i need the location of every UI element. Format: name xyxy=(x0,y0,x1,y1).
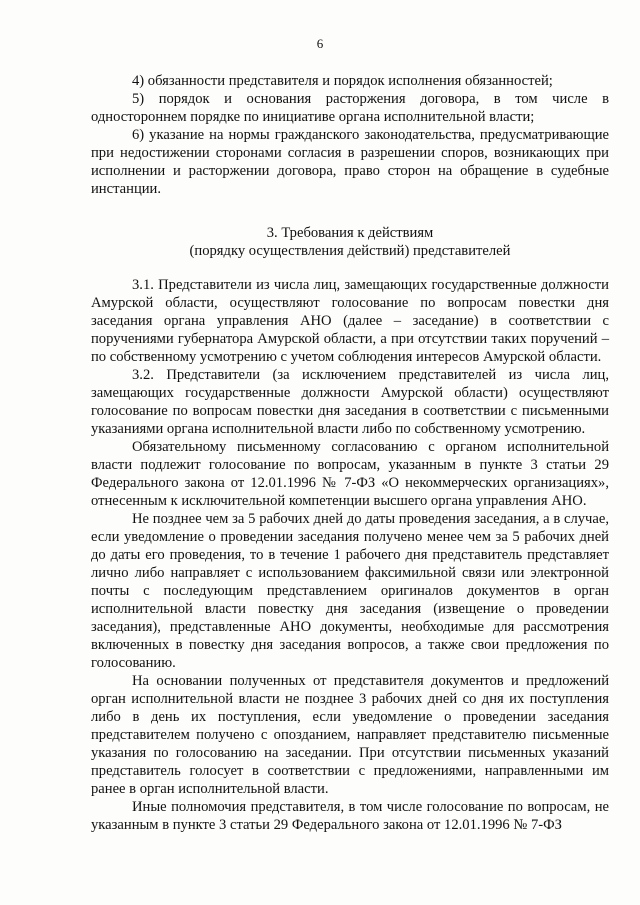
paragraph: На основании полученных от представителя документов и предложений орган исполнительной власти не позднее 3 рабочих дней со дня их поступления либо в день их поступления, если уведомление о проведении заседания представителем получено с опозданием, направляет представителю письменные указания по голосованию на заседании. При отсутствии письменных указаний представитель голосует в соответствии с предложениями, направленными им ранее в орган исполнительной власти. xyxy=(91,673,609,797)
list-item: 4) обязанности представителя и порядок исполнения обязанностей; xyxy=(132,73,553,89)
paragraph: Обязательному письменному согласованию с органом исполнительной власти подлежит голосование по вопросам, указанным в пункте 3 статьи 29 Федерального закона от 12.01.1996 № 7-ФЗ «О некоммерческих организациях», отнесенным к исключительной компетенции высшего органа управления АНО. xyxy=(91,439,609,509)
paragraph: Не позднее чем за 5 рабочих дней до даты проведения заседания, а в случае, если уведомление о проведении заседания получено менее чем за 5 рабочих дней до даты его проведения, то в течение 1 рабочего дня представитель представляет лично либо направляет с использованием факсимильной связи или электронной почты с последующим представлением оригиналов документов в орган исполнительной власти повестку дня заседания (извещение о проведении заседания), представленные АНО документы, необходимые для рассмотрения включенных в повестку дня заседания вопросов, а также свои предложения по голосованию. xyxy=(91,511,609,671)
document-body xyxy=(91,72,609,834)
paragraph: Иные полномочия представителя, в том числе голосование по вопросам, не указанным в пункте 3 статьи 29 Федерального закона от 12.01.1996 № 7-ФЗ xyxy=(91,799,609,833)
paragraph: 3.2. Представители (за исключением представителей из числа лиц, замещающих государственные должности Амурской области) осуществляют голосование по вопросам повестки дня заседания в соответствии с письменными указаниями органа исполнительной власти либо по собственному усмотрению. xyxy=(91,367,609,437)
paragraph: 3.1. Представители из числа лиц, замещающих государственные должности Амурской области, осуществляют голосование по вопросам повестки дня заседания органа управления АНО (далее – заседание) в соответствии с поручениями губернатора Амурской области, а при отсутствии таких поручений – по собственному усмотрению с учетом соблюдения интересов Амурской области. xyxy=(91,277,609,365)
section-title: 3. Требования к действиям xyxy=(266,225,434,241)
section-subtitle: (порядку осуществления действий) представителей xyxy=(189,243,511,259)
list-item: 5) порядок и основания расторжения договора, в том числе в одностороннем порядке по инициативе органа исполнительной власти; xyxy=(91,91,609,125)
list-item: 6) указание на нормы гражданского законодательства, предусматривающие при недостижении сторонами согласия в разрешении споров, возникающих при исполнении и расторжении договора, право сторон на обращение в судебные инстанции. xyxy=(91,127,609,197)
page-number: 6 xyxy=(316,36,324,51)
